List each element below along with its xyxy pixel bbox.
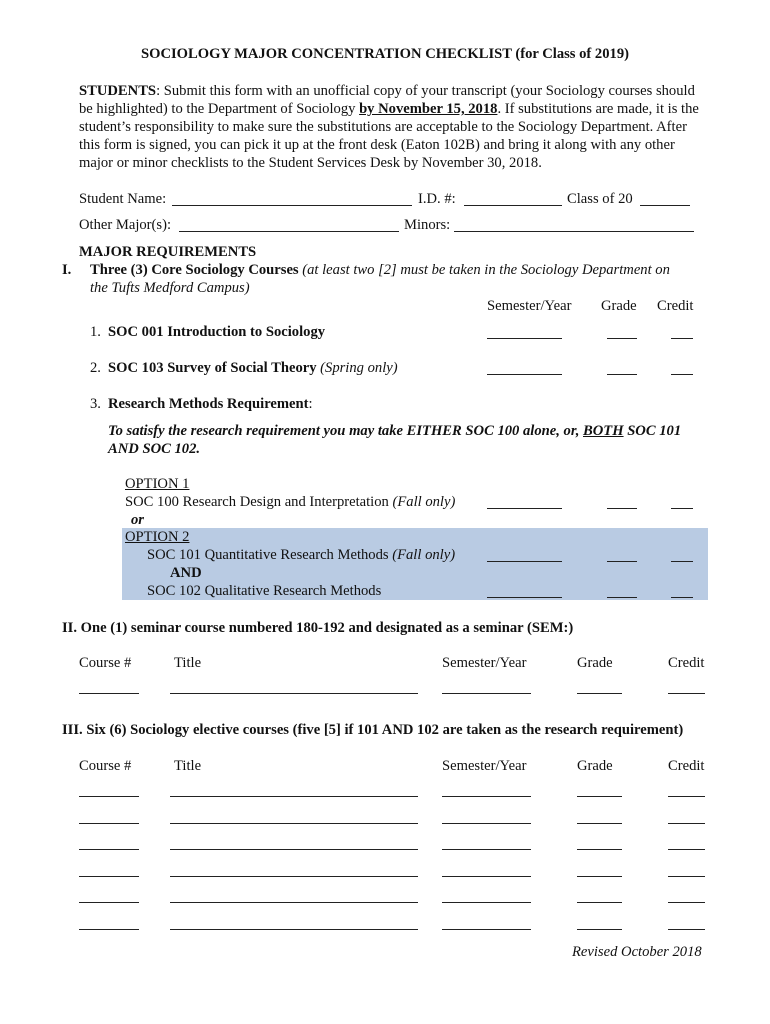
intro-part1: : Submit this form with an unofficial copy of your transcript (your Sociology courses should be highlighted) to the Department of Sociology xyxy=(79,83,695,117)
item2-credit-field[interactable] xyxy=(671,374,693,375)
section1-col-credit: Credit xyxy=(657,298,694,314)
section2-col-title: Title xyxy=(174,655,202,671)
class-of-label: Class of 20 xyxy=(567,191,633,207)
elective-grade-field[interactable] xyxy=(577,902,622,903)
section1-col-semester: Semester/Year xyxy=(487,298,572,314)
elective-credit-field[interactable] xyxy=(668,823,705,824)
page-title: SOCIOLOGY MAJOR CONCENTRATION CHECKLIST (for Class of 2019) xyxy=(141,46,629,62)
soc100-line xyxy=(125,493,455,511)
section3-col-grade: Grade xyxy=(577,758,613,774)
id-field[interactable] xyxy=(464,205,562,206)
elective-title-field[interactable] xyxy=(170,849,418,850)
elective-course-field[interactable] xyxy=(79,849,139,850)
seminar-grade-field[interactable] xyxy=(577,693,622,694)
and-label: AND xyxy=(170,565,202,581)
research-requirement-line2: AND SOC 102. xyxy=(108,441,201,457)
minors-label: Minors: xyxy=(404,217,451,233)
elective-grade-field[interactable] xyxy=(577,823,622,824)
elective-title-field[interactable] xyxy=(170,929,418,930)
section3-col-course: Course # xyxy=(79,758,132,774)
elective-semester-field[interactable] xyxy=(442,876,531,877)
soc101-semester-field[interactable] xyxy=(487,561,562,562)
elective-course-field[interactable] xyxy=(79,796,139,797)
item2-course: SOC 103 Survey of Social Theory xyxy=(108,360,317,376)
section2-col-semester: Semester/Year xyxy=(442,655,527,671)
student-name-label: Student Name: xyxy=(79,191,167,207)
section1-col-grade: Grade xyxy=(601,298,637,314)
elective-semester-field[interactable] xyxy=(442,929,531,930)
elective-course-field[interactable] xyxy=(79,902,139,903)
section1-numeral: I. xyxy=(62,262,72,278)
item1-grade-field[interactable] xyxy=(607,338,637,339)
section3-heading: III. Six (6) Sociology elective courses (five [5] if 101 AND 102 are taken as the research requirement) xyxy=(62,722,684,738)
elective-course-field[interactable] xyxy=(79,823,139,824)
elective-grade-field[interactable] xyxy=(577,876,622,877)
elective-semester-field[interactable] xyxy=(442,796,531,797)
item2-note: (Spring only) xyxy=(320,360,398,376)
elective-credit-field[interactable] xyxy=(668,902,705,903)
elective-grade-field[interactable] xyxy=(577,929,622,930)
seminar-title-field[interactable] xyxy=(170,693,418,694)
section1-note-line2: the Tufts Medford Campus) xyxy=(90,280,250,296)
section1-note: (at least two [2] must be taken in the Sociology Department on xyxy=(302,262,670,278)
research-requirement-line1 xyxy=(108,422,681,440)
intro-deadline: by November 15, 2018 xyxy=(359,101,498,117)
elective-credit-field[interactable] xyxy=(668,929,705,930)
section3-col-title: Title xyxy=(174,758,202,774)
minors-field[interactable] xyxy=(454,231,694,232)
item1-semester-field[interactable] xyxy=(487,338,562,339)
soc100-course: SOC 100 Research Design and Interpretation xyxy=(125,494,389,510)
soc100-grade-field[interactable] xyxy=(607,508,637,509)
elective-title-field[interactable] xyxy=(170,902,418,903)
item1-number: 1. xyxy=(90,324,101,340)
item3-number: 3. xyxy=(90,396,101,412)
intro-part2: . If substitutions are made, it is the student’s responsibility to make sure the substitutions are acceptable to the Sociology Department. After this form is signed, you can pick it up at the front desk (Eaton 102B) and bring it along with any other major or minor checklists to the Student Services Desk by November 30, 2018. xyxy=(79,101,699,171)
soc100-semester-field[interactable] xyxy=(487,508,562,509)
item2-line xyxy=(108,359,398,377)
elective-semester-field[interactable] xyxy=(442,823,531,824)
elective-semester-field[interactable] xyxy=(442,849,531,850)
soc101-credit-field[interactable] xyxy=(671,561,693,562)
elective-credit-field[interactable] xyxy=(668,876,705,877)
soc102-grade-field[interactable] xyxy=(607,597,637,598)
elective-title-field[interactable] xyxy=(170,823,418,824)
soc101-grade-field[interactable] xyxy=(607,561,637,562)
item1-credit-field[interactable] xyxy=(671,338,693,339)
section2-col-course: Course # xyxy=(79,655,132,671)
elective-course-field[interactable] xyxy=(79,876,139,877)
soc102-credit-field[interactable] xyxy=(671,597,693,598)
soc101-course: SOC 101 Quantitative Research Methods xyxy=(147,547,389,563)
section3-col-credit: Credit xyxy=(668,758,705,774)
student-name-field[interactable] xyxy=(172,205,412,206)
elective-semester-field[interactable] xyxy=(442,902,531,903)
elective-grade-field[interactable] xyxy=(577,849,622,850)
elective-course-field[interactable] xyxy=(79,929,139,930)
elective-grade-field[interactable] xyxy=(577,796,622,797)
section2-col-credit: Credit xyxy=(668,655,705,671)
rm-line1-b: SOC 101 xyxy=(623,423,682,439)
or-label: or xyxy=(131,512,144,528)
section1-heading: Three (3) Core Sociology Courses xyxy=(90,262,299,278)
class-of-field[interactable] xyxy=(640,205,690,206)
soc100-credit-field[interactable] xyxy=(671,508,693,509)
seminar-course-field[interactable] xyxy=(79,693,139,694)
section3-col-semester: Semester/Year xyxy=(442,758,527,774)
elective-credit-field[interactable] xyxy=(668,849,705,850)
major-requirements-heading: MAJOR REQUIREMENTS xyxy=(79,244,257,260)
revised-date: Revised October 2018 xyxy=(572,944,702,960)
item2-grade-field[interactable] xyxy=(607,374,637,375)
option2-label: OPTION 2 xyxy=(125,529,190,545)
soc102-semester-field[interactable] xyxy=(487,597,562,598)
id-label: I.D. #: xyxy=(418,191,456,207)
intro-paragraph xyxy=(79,82,699,172)
item1-course: SOC 001 Introduction to Sociology xyxy=(108,324,326,340)
soc101-note: (Fall only) xyxy=(392,547,456,563)
elective-title-field[interactable] xyxy=(170,796,418,797)
item3-line xyxy=(108,395,313,413)
item2-semester-field[interactable] xyxy=(487,374,562,375)
soc101-line xyxy=(147,546,455,564)
elective-credit-field[interactable] xyxy=(668,796,705,797)
seminar-semester-field[interactable] xyxy=(442,693,531,694)
section1-heading-line xyxy=(90,261,670,279)
seminar-credit-field[interactable] xyxy=(668,693,705,694)
item2-number: 2. xyxy=(90,360,101,376)
rm-line1-a: To satisfy the research requirement you may take EITHER SOC 100 alone, or, xyxy=(108,423,583,439)
item3-colon: : xyxy=(308,396,313,412)
soc102-course: SOC 102 Qualitative Research Methods xyxy=(147,583,382,599)
item3-heading: Research Methods Requirement xyxy=(108,396,309,412)
other-majors-field[interactable] xyxy=(179,231,399,232)
rm-line1-both: BOTH xyxy=(583,423,624,439)
option1-label: OPTION 1 xyxy=(125,476,190,492)
section2-heading: II. One (1) seminar course numbered 180-192 and designated as a seminar (SEM:) xyxy=(62,620,574,636)
section2-col-grade: Grade xyxy=(577,655,613,671)
intro-lead: STUDENTS xyxy=(79,83,157,99)
soc100-note: (Fall only) xyxy=(392,494,456,510)
elective-title-field[interactable] xyxy=(170,876,418,877)
other-majors-label: Other Major(s): xyxy=(79,217,171,233)
